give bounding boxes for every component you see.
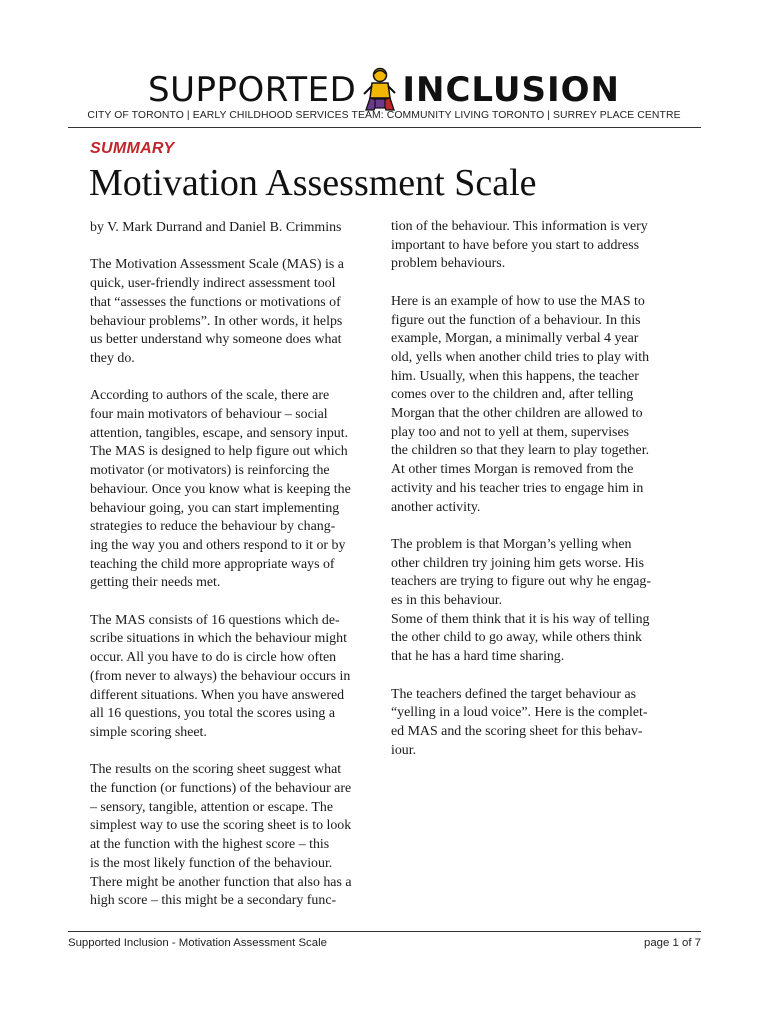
- organization-subtitle: CITY OF TORONTO | EARLY CHILDHOOD SERVICES TEAM: COMMUNITY LIVING TORONTO | SURREY PLACE CENTRE: [87, 110, 681, 121]
- paragraph: [391, 536, 683, 611]
- text-line: at the function with the highest score – this: [90, 837, 330, 853]
- paragraph: [391, 686, 683, 761]
- header-divider: [68, 127, 701, 128]
- text-line: es in this behaviour.: [391, 593, 503, 609]
- footer-divider: [68, 931, 701, 932]
- text-line: “yelling in a loud voice”. Here is the complet-: [391, 705, 648, 721]
- text-line: getting their needs met.: [90, 575, 221, 591]
- text-line: quick, user-friendly indirect assessment tool: [90, 276, 336, 292]
- byline: by V. Mark Durrand and Daniel B. Crimmins: [90, 220, 342, 235]
- paragraph: [90, 761, 382, 911]
- text-line: the children so that they learn to play together.: [391, 443, 650, 459]
- left-column: [90, 219, 382, 911]
- text-line: The teachers defined the target behaviour as: [391, 686, 637, 702]
- text-line: example, Morgan, a minimally verbal 4 year: [391, 331, 639, 347]
- text-line: the other child to go away, while others think: [391, 630, 643, 646]
- text-line: Here is an example of how to use the MAS to: [391, 293, 645, 309]
- text-line: scribe situations in which the behaviour might: [90, 631, 347, 647]
- text-line: (from never to always) the behaviour occurs in: [90, 668, 351, 684]
- section-label: SUMMARY: [90, 140, 175, 157]
- text-line: behaviour problems”. In other words, it helps: [90, 313, 343, 329]
- masthead: [0, 66, 768, 114]
- footer-document-title: Supported Inclusion - Motivation Assessment Scale: [68, 937, 327, 949]
- text-line: According to authors of the scale, there are: [90, 388, 330, 404]
- document-title: Motivation Assessment Scale: [89, 162, 537, 204]
- brand-word-inclusion: INCLUSION: [402, 70, 620, 110]
- text-line: all 16 questions, you total the scores using a: [90, 706, 335, 722]
- text-line: motivator (or motivators) is reinforcing the: [90, 463, 330, 479]
- text-line: attention, tangibles, escape, and sensory input.: [90, 425, 349, 441]
- text-line: different situations. When you have answered: [90, 687, 345, 703]
- text-line: important to have before you start to address: [391, 237, 640, 253]
- text-line: behaviour. Once you know what is keeping the: [90, 481, 351, 497]
- paragraph: [391, 611, 683, 667]
- paragraph: [391, 293, 683, 517]
- text-line: another activity.: [391, 499, 481, 515]
- text-line: old, yells when another child tries to play with: [391, 349, 650, 365]
- text-line: the function (or functions) of the behaviour are: [90, 781, 352, 797]
- text-line: us better understand why someone does what: [90, 332, 342, 348]
- text-line: iour.: [391, 742, 417, 758]
- text-line: simplest way to use the scoring sheet is to look: [90, 818, 352, 834]
- text-line: him. Usually, when this happens, the teacher: [391, 368, 639, 384]
- paragraph: [90, 612, 382, 743]
- text-line: comes over to the children and, after telling: [391, 387, 634, 403]
- right-column: [391, 218, 683, 779]
- text-line: behaviour going, you can start implementing: [90, 500, 340, 516]
- text-line: Morgan that the other children are allowed to: [391, 406, 643, 422]
- text-line: There might be another function that also has a: [90, 874, 352, 890]
- text-line: The Motivation Assessment Scale (MAS) is a: [90, 257, 344, 273]
- text-line: they do.: [90, 350, 135, 366]
- text-line: that “assesses the functions or motivations of: [90, 294, 341, 310]
- page-number: page 1 of 7: [643, 937, 701, 949]
- text-line: other children try joining him gets worse. His: [391, 555, 645, 571]
- text-line: is the most likely function of the behaviour.: [90, 855, 333, 871]
- brand-word-supported: SUPPORTED: [148, 70, 357, 110]
- text-line: four main motivators of behaviour – social: [90, 407, 328, 422]
- text-line: – sensory, tangible, attention or escape. The: [90, 799, 334, 815]
- text-line: play too and not to yell at them, supervises: [391, 424, 630, 440]
- text-line: The results on the scoring sheet suggest what: [90, 762, 342, 778]
- paragraph: [391, 218, 683, 274]
- text-line: The problem is that Morgan’s yelling when: [391, 536, 632, 552]
- text-line: The MAS is designed to help figure out which: [90, 444, 348, 460]
- paragraph: [90, 256, 382, 368]
- paragraph: [90, 387, 382, 593]
- text-line: ed MAS and the scoring sheet for this behav-: [391, 723, 643, 739]
- text-line: activity and his teacher tries to engage him in: [391, 480, 644, 496]
- text-line: occur. All you have to do is circle how often: [90, 650, 337, 666]
- child-figure-logo-icon: [360, 66, 400, 114]
- text-line: teachers are trying to figure out why he engag-: [391, 574, 651, 590]
- text-line: problem behaviours.: [391, 256, 506, 272]
- text-line: The MAS consists of 16 questions which de-: [90, 612, 340, 628]
- text-line: strategies to reduce the behaviour by chang-: [90, 519, 336, 535]
- text-line: teaching the child more appropriate ways of: [90, 556, 335, 572]
- text-line: that he has a hard time sharing.: [391, 649, 565, 665]
- text-line: At other times Morgan is removed from the: [391, 462, 634, 478]
- text-line: simple scoring sheet.: [90, 724, 207, 740]
- text-line: tion of the behaviour. This information is very: [391, 219, 648, 234]
- text-line: high score – this might be a secondary func-: [90, 893, 337, 909]
- text-line: Some of them think that it is his way of telling: [391, 611, 650, 627]
- text-line: ing the way you and others respond to it or by: [90, 537, 346, 553]
- text-line: figure out the function of a behaviour. In this: [391, 312, 641, 328]
